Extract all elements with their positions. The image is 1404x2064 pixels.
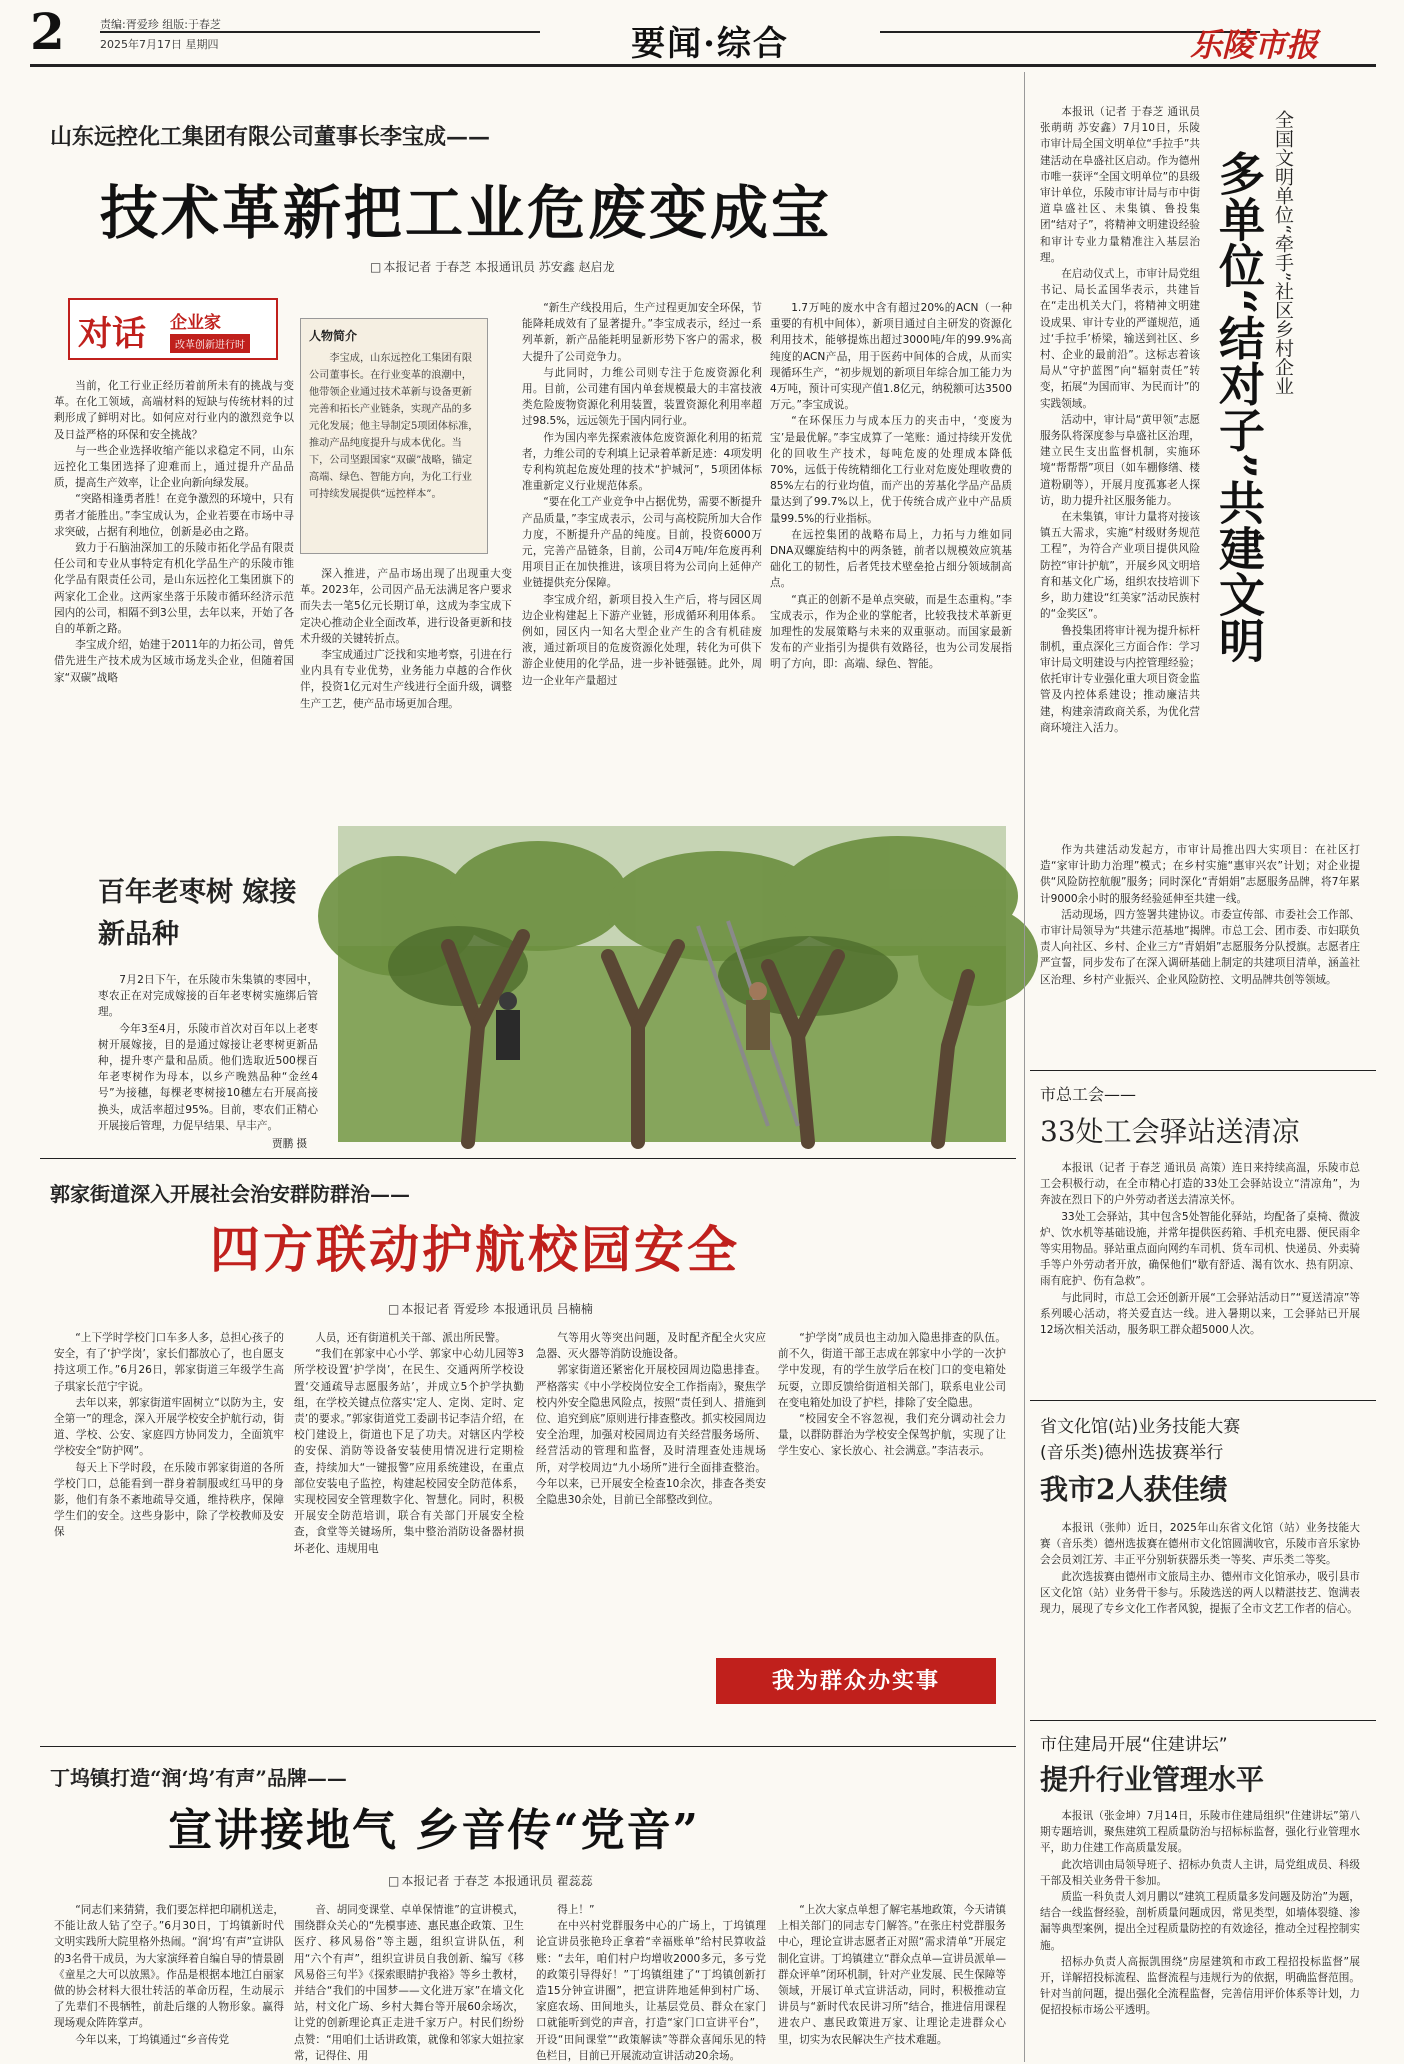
rural-column-1 (54, 1902, 284, 2052)
rural-byline: □ 本报记者 于春芝 本报通讯员 翟蕊蕊 (388, 1872, 593, 1889)
paragraph: 活动现场，四方签署共建协议。市委宣传部、市委社会工作部、市审计局领导为“共建示范基地”揭牌。市总工会、团市委、市妇联负责人向社区、乡村、企业三方“青娟娟”志愿服务分队授旗。志愿者庄严宣誓，同步发布了在深入调研基础上制定的共建项目清单，涵盖社区治理、乡村产业振兴、企业风险防控、文明品牌共创等领域。 (1040, 908, 1360, 986)
rural-column-4 (778, 1902, 1006, 2052)
paragraph: 与此同时，力维公司则专注于危废资源化利用。目前，公司建有国内单套规模最大的丰富技液类危险废物资源化利用装置，装置资源化利用率超过98.5%，远远领先于国内同行业。 (522, 366, 762, 428)
paragraph: 人员，还有街道机关干部、派出所民警。 (315, 1332, 506, 1344)
paragraph: 本报讯（张帅）近日，2025年山东省文化馆（站）业务技能大赛（音乐类）德州选拔赛在德州市文化馆圆满收官，乐陵市音乐家协会会员刘江芳、丰正平分别斩获器乐类一等奖、声乐类二等奖。 (1040, 1522, 1360, 1567)
paragraph: “突路相逢勇者胜！在竞争激烈的环境中，只有勇者才能胜出。”李宝成认为，企业若要在市场中寻求突破，占据有利地位，创新是必由之路。 (54, 493, 294, 538)
paragraph: “上下学时学校门口车多人多，总担心孩子的安全，有了‘护学岗’，家长们都放心了，也自愿支持这项工作。”6月26日，郭家街道三年级学生高子琪家长范宁宇说。 (54, 1332, 284, 1393)
paragraph: 此次培训由局领导班子、招标办负责人主讲，局党组成员、科级干部及相关业务骨干参加。 (1040, 1858, 1360, 1887)
paragraph: “真正的创新不是单点突破，而是生态重构。”李宝成表示，作为企业的掌舵者，比较我技术革新更加理性的发展策略与未来的双重驱动。而国家最新发布的产业指引为提供有效路径，也为公司发展指明了方向，即：高端、绿色、智能。 (770, 593, 1012, 671)
housing-title: 提升行业管理水平 (1040, 1763, 1265, 1796)
campus-byline: □ 本报记者 胥爱珍 本报通讯员 吕楠楠 (388, 1300, 593, 1317)
paragraph: 与一些企业选择收缩产能以求稳定不同，山东远控化工集团选择了迎难而上，通过提升产品品质，提高生产效率，让企业向新向绿发展。 (54, 444, 294, 490)
housing-kicker: 市住建局开展“住建讲坛” (1040, 1735, 1228, 1755)
paragraph: 鲁投集团将审计视为提升标杆制机，重点深化三方面合作：学习审计局文明建设与内控管理经验；依托审计专业强化重大项目资金监管及内控体系建设；推动廉洁共建，构建亲清政商关系，为优化营商环境注入活力。 (1040, 624, 1200, 734)
masthead-rule-left (100, 31, 540, 33)
union-rule (1030, 1070, 1376, 1071)
paragraph: 每天上下学时段，在乐陵市郭家街道的各所学校门口，总能看到一群身着制服或红马甲的身影，他们有条不紊地疏导交通，维持秩序，保障学生们的安全。这些身影中，除了学校教师及安保 (54, 1461, 284, 1539)
lead-column-4 (770, 300, 1012, 794)
pairing-bottom (1040, 842, 1360, 1054)
badge-sub: 企业家 (170, 313, 221, 333)
paragraph: 音、胡同变课堂、卓单保情谁”的宣讲模式，围绕群众关心的“先模事迹、惠民惠企政策、卫生医疗、移风易俗”等主题，组织宣讲队伍，利用“六个有声”，组织宣讲员自我创新、编写《移风易俗三句半》《探索眼睛护我裕》等乡土教材，并结合“我们的中国梦——文化进万家”在墙文化站，村文化广场、乡村大舞台等开展60余场次，让党的创新理论真正走进千家万户。村民们纷纷点赞：“用咱们土话讲政策，就像和邻家大姐拉家常，记得住、用 (294, 1904, 524, 2062)
campus-column-1 (54, 1330, 284, 1740)
paragraph: 李宝成介绍，始建于2011年的力拓公司，曾凭借先进生产技术成为区域市场龙头企业，但随着国家“双碳”战略 (54, 639, 294, 684)
paragraph: 今年3至4月，乐陵市首次对百年以上老枣树开展嫁接，目的是通过嫁接让老枣树更新品种，提升枣产量和品质。他们选取近500棵百年老枣树作为母本，以乡产晚熟品种“金丝4号”为接穗，每棵老枣树接10穗左右开展高接换头，成活率超过95%。目前，枣农们正精心开展接后管理，力促早结果、早丰产。 (98, 1022, 318, 1132)
right-column-divider (1024, 72, 1025, 2062)
paragraph: 深入推进，产品市场出现了出现重大变革。2023年，公司因产品无法满足客户要求而失去一笔5亿元长期订单，这成为李宝成下定决心推动企业全面改革，进行设备更新和技术升级的关键转折点。 (300, 568, 512, 645)
culture-title: 我市2人获佳绩 (1040, 1473, 1228, 1506)
paragraph: 李宝成通过广泛找和实地考察，引进在行业内具有专业优势，业务能力卓越的合作伙伴，投资1亿元对生产线进行全面升级，调整生产工艺，使产品市场更加合理。 (300, 649, 512, 710)
pairing-column (1040, 104, 1200, 836)
paragraph: 在未集镇，审计力量将对接该镇五大需求，实施“村级财务规范工程”，为符合产业项目提供风险防控“审计护航”，开展乡风文明培育和基文化广场，组织农技培训下乡，助力建设“红美家”活动民族村的“金奖区”。 (1040, 511, 1200, 621)
paragraph: 气等用火等突出问题，及时配齐配全火灾应急器、灭火器等消防设施设备。 (536, 1332, 766, 1361)
editor-credit: 责编:胥爱珍 组版:于春芝 (100, 18, 221, 31)
campus-title: 四方联动护航校园安全 (210, 1220, 740, 1279)
paragraph: 在中兴村党群服务中心的广场上，丁坞镇理论宣讲员张艳玲正拿着“幸福账单”给村民算收益账：“去年，咱们村户均增收2000多元，多亏党的政策引导得好！”丁坞镇组建了“丁坞镇创新打造15分钟宣讲圈”，把宣讲阵地延伸到村广场、家庭农场、田间地头，让基层党员、群众在家门口就能听到党的声音，打造“家门口宣讲平台”，开设“田间课堂”“政策解读”等群众喜闻乐见的特色栏目，目前已开展流动宣讲活动20余场。 (536, 1920, 766, 2062)
dialogue-badge (68, 298, 278, 360)
paragraph: “校园安全不容忽视，我们充分调动社会力量，以群防群治为学校安全保驾护航，实现了让学生安心、家长放心、社会满意。”李洁表示。 (778, 1413, 1006, 1458)
profile-title: 人物简介 (309, 329, 358, 343)
campus-kicker: 郭家街道深入开展社会治安群防群治—— (50, 1182, 410, 1206)
paragraph: “要在化工产业竞争中占据优势，需要不断提升产品质量，”李宝成表示，公司与高校院所加大合作力度，不断提升产品的纯度。目前，投资6000万元，完善产品链条，目前，公司4万吨/年危废再利用项目正在加快推进，该项目将为公司向上延伸产业链提供充分保障。 (522, 496, 762, 590)
profile-text: 李宝成，山东远控化工集团有限公司董事长。在行业变革的浪潮中，他带领企业通过技术革新与设备更新完善和拓长产业链条，实现产品的多元化发展；他主导制定5项团体标准，推动产品纯度提升与成本优化。当下，公司坚跟国家“双碳”战略，锚定高端、绿色、智能方向，为化工行业可持续发展提供“远控样本”。 (309, 353, 479, 500)
paragraph: “护学岗”成员也主动加入隐患排查的队伍。前不久，街道干部王志成在郭家中小学的一次护学中发现，有的学生放学后在校门口的变电箱处玩耍，立即反馈给街道相关部门，联系电业公司在变电箱处加设了护栏，排除了安全隐患。 (778, 1332, 1006, 1409)
badge-main: 对话 (78, 314, 146, 354)
paragraph: 今年以来，丁坞镇通过“乡音传党 (75, 2033, 229, 2046)
jujube-caption (98, 972, 318, 1132)
rural-title: 宣讲接地气 乡音传“党音” (168, 1805, 700, 1856)
paragraph: 招标办负责人高振凯围绕“房屋建筑和市政工程招投标监督”展开，详解招投标流程、监督流程与违规行为的依据，明确监督范围。针对当前问题，提出强化全流程监督，完善信用评价体系等计划，力促招投标市场公平透明。 (1040, 1955, 1360, 2017)
paragraph: “同志们来猜猜，我们要怎样把印刷机送走，不能让敌人钻了空子。”6月30日，丁坞镇新时代文明实践所大院里格外热闹。“润‘坞’有声”宣讲队的3名骨干成员，为大家演绎着自编自导的情景剧《童星之大可以放黑》。作品是根据本地江白丽家做的协会材料大很壮转活的革命历程，生动展示了先辈们不畏牺牲，前赴后继的人物形象。赢得现场观众阵阵掌声。 (54, 1904, 284, 2030)
issue-date: 2025年7月17日 星期四 (100, 38, 219, 51)
campus-column-2 (294, 1330, 524, 1740)
section-title: 要闻·综合 (631, 24, 789, 64)
paragraph: 作为国内率先探索液体危废资源化利用的拓荒者，力维公司的专利填上记录着革新足迹：4项发明专利构筑起危废处理的技术“护城河”，5项团体标准重新定义行业规范体系。 (522, 431, 762, 493)
paragraph: 本报讯（记者 于春芝 通讯员 高策）连日来持续高温，乐陵市总工会积极行动，在全市精心打造的33处工会驿站设立“清凉角”，为奔波在烈日下的户外劳动者送去清凉关怀。 (1040, 1162, 1360, 1207)
profile-box (300, 318, 488, 554)
lead-kicker: 山东远控化工集团有限公司董事长李宝成—— (50, 124, 491, 150)
paragraph: 1.7万吨的废水中含有超过20%的ACN（一种重要的有机中间体），新项目通过自主研发的资源化利用技术，能够提炼出超过3000吨/年的99.9%高纯度的ACN产品，用于医药中间体的合成，从而实现循环生产，“初步规划的新项目年综合加工能力为4万吨，预计可实现产值1.8亿元，纳税额可达3500万元。”李宝成说。 (770, 302, 1012, 412)
paragraph: 33处工会驿站，其中包含5处智能化驿站，均配备了桌椅、微波炉、饮水机等基础设施，并常年提供医药箱、手机充电器、便民雨伞等实用物品。驿站重点面向网约车司机、货车司机、快递员、外卖骑手等户外劳动者开放，确保他们“歇有舒适、渴有饮水、热有阴凉、雨有庇护、伤有急救”。 (1040, 1210, 1360, 1288)
pairing-side-kicker: 全国文明单位“牵手”社区乡村企业 (1272, 110, 1294, 396)
paragraph: “上次大家点单想了解宅基地政策，今天请镇上相关部门的同志专门解答。”在张庄村党群服务中心，理论宣讲志愿者正对照“需求清单”开展定制化宣讲。丁坞镇建立“群众点单—宣讲员派单—群众评单”闭环机制，针对产业发展、民生保障等领域，开展订单式宣讲活动，同时，积极推动宣讲员与“新时代农民讲习所”结合，推进信用课程进农户、惠民政策进万家、让理论走进群众心里，切实为农民解决生产技术难题。 (778, 1904, 1006, 2046)
paragraph: “我们在郭家中心小学、郭家中心幼儿园等3所学校设置‘护学岗’，在民生、交通两所学校设置‘交通疏导志愿服务站’，并成立5个护学执勤组，在学校关键点位落实‘定人、定岗、定时、定责’的要求。”郭家街道党工委副书记李洁介绍，在校门建设上，街道也下足了功夫。对辖区内学校的安保、消防等设备安装使用情况进行定期检查，持续加大“一键报警”应用系统建设，在重点部位安装电子监控，构建起校园安全防范体系，实现校园安全管理数字化、智慧化。同时，积极开展安全防范培训，联合有关部门开展安全检查，食堂等关键场所，集中整治消防设备器材损坏老化、违规用电 (294, 1348, 524, 1555)
badge-tag: 改革创新进行时 (170, 334, 250, 353)
paragraph: “在环保压力与成本压力的夹击中，‘变废为宝’是最优解。”李宝成算了一笔账：通过持续开发优化的回收生产技术，每吨危废的处理成本降低70%，远低于传统精细化工行业对危废处理收费的85%左右的行业均值，而产出的芳基化学品产品质量达到了99.7%以上，优于传统合成产业中产品质量99.5%的行业指标。 (770, 415, 1012, 525)
pairing-title: 多单位“结对子”共建文明 (1212, 150, 1266, 663)
paragraph: 当前，化工行业正经历着前所未有的挑战与变革。在化工领域，高端材料的短缺与传统材料的过剩形成了鲜明对比。如何应对行业内的激烈竞争以及日益严格的环保和安全挑战？ (54, 380, 294, 441)
paper-logo: 乐陵市报 (1190, 26, 1319, 64)
campus-column-4 (778, 1330, 1006, 1648)
jujube-photo (338, 826, 1006, 1142)
campus-banner: 我为群众办实事 (716, 1658, 996, 1704)
culture-kicker-2: (音乐类)德州选拔赛举行 (1040, 1443, 1224, 1463)
paragraph: 此次选拔赛由德州市文旅局主办、德州市文化馆承办，吸引县市区文化馆（站）业务骨干参与。乐陵选送的两人以精湛技艺、饱满表现力，展现了专乡文化工作者风貌，提振了全市文艺工作者的信心。 (1040, 1570, 1360, 1616)
lead-column-1 (54, 378, 294, 794)
culture-body (1040, 1520, 1360, 1708)
rural-column-2 (294, 1902, 524, 2062)
paragraph: 质监一科负责人刘月鹏以“建筑工程质量多发问题及防治”为题，结合一线监督经验，剖析质量问题成因，常见类型，如墙体裂缝、渗漏等典型案例，提出全过程质量防控的有效途径，推动全过程控制实施。 (1040, 1891, 1360, 1952)
paragraph: 致力于石脑油深加工的乐陵市拓化学品有限责任公司和专业从事特定有机化学品生产的乐陵市锥化学品有限责任公司，是山东远控化工集团旗下的两家化工企业。这两家坐落于乐陵市循环经济示范园内的公司，相隔不到3公里，去年以来，开始了各自的革新之路。 (54, 542, 294, 636)
paragraph: 郭家街道还紧密化开展校园周边隐患排查。严格落实《中小学校岗位安全工作指南》，聚焦学校内外安全隐患风险点，按照“责任到人、措施到位、追究到底”原则进行排查整改。抓实校园周边安全治理，加强对校园周边有关经营服务场所、经营活动的管理和监督，及时清理查处违规场所，对学校周边“九小场所”进行全面排查整治。今年以来，已开展安全检查10余次，排查各类安全隐患30余处，目前已全部整改到位。 (536, 1364, 766, 1507)
lead-byline: □ 本报记者 于春芝 本报通讯员 苏安鑫 赵启龙 (370, 258, 615, 275)
paragraph: 7月2日下午，在乐陵市朱集镇的枣园中，枣农正在对完成嫁接的百年老枣树实施绑后管理。 (98, 974, 318, 1019)
jujube-credit: 贾鹏 摄 (272, 1138, 308, 1150)
paragraph: 在远控集团的战略布局上，力拓与力维如同DNA双螺旋结构中的两条链，前者以规模效应筑基础化工的韧性，后者凭技术壁垒抢占细分领域制高点。 (770, 528, 1012, 590)
lead-title: 技术革新把工业危废变成宝 (100, 179, 833, 247)
union-kicker: 市总工会—— (1040, 1085, 1137, 1104)
housing-body (1040, 1808, 1360, 2048)
paragraph: 本报讯（张金坤）7月14日，乐陵市住建局组织“住建讲坛”第八期专题培训，聚焦建筑工程质量防治与招标标监督，强化行业管理水平，助力住建工作高质量发展。 (1040, 1810, 1360, 1855)
paragraph: 与此同时，市总工会还创新开展“工会驿站活动日”“夏送清凉”等系列暖心活动，将关爱直达一线。进入暑期以来，工会驿站已开展12场次相关活动，服务职工群众超5000人次。 (1040, 1291, 1360, 1337)
rural-column-3 (536, 1902, 766, 2062)
housing-rule (1030, 1720, 1376, 1721)
jujube-title: 百年老枣树 嫁接新品种 (98, 877, 297, 950)
paragraph: “新生产线投用后，生产过程更加安全环保，节能降耗成效有了显著提升。”李宝成表示，经过一系列革新，新产品能耗明显新形势下客户的需求，极大提升了公司竞争力。 (522, 302, 762, 363)
paragraph: 作为共建活动发起方，市审计局推出四大实项目：在社区打造“家审计助力治理”模式；在乡村实施“惠审兴农”计划；对企业提供“风险防控航舰”服务；同时深化“青娟娟”志愿服务品牌，将7年累计9000余小时的服务经验延伸至共建一线。 (1040, 844, 1360, 905)
page-number: 2 (30, 2, 65, 61)
culture-kicker-1: 省文化馆(站)业务技能大赛 (1040, 1417, 1241, 1437)
campus-rule (40, 1158, 1016, 1159)
union-body (1040, 1160, 1360, 1384)
lead-column-2 (300, 566, 512, 794)
rural-kicker: 丁坞镇打造“润‘坞’有声”品牌—— (50, 1766, 347, 1790)
paragraph: 去年以来，郭家街道牢固树立“以防为主，安全第一”的理念，深入开展学校安全护航行动，街道、学校、公安、家庭四方协同发力，全面筑牢学校安全“防护网”。 (54, 1396, 284, 1458)
rural-rule (40, 1746, 1016, 1747)
paragraph: 本报讯（记者 于春芝 通讯员 张萌萌 苏安鑫）7月10日，乐陵市审计局全国文明单位“手拉手”共建活动在阜盛社区启动。作为德州市唯一获评“全国文明单位”的县级审计单位，乐陵市审计局与市中街道阜盛社区、未集镇、鲁投集团“结对子”，将精神文明建设经验和审计专业力量精准注入基层治理。 (1040, 106, 1200, 264)
paragraph: 李宝成介绍，新项目投入生产后，将与园区周边企业构建起上下游产业链，形成循环利用体系。例如，园区内一知名大型企业产生的含有机硅废液，通过新项目的危废资源化处理，转化为可供下游企业使用的化学品，进一步补链强链。此外，周边一企业年产量超过 (522, 593, 762, 687)
union-title: 33处工会驿站送清凉 (1040, 1115, 1300, 1148)
paragraph: 得上！” (557, 1904, 595, 1916)
paragraph: 在启动仪式上，市审计局党组书记、局长孟国华表示，共建旨在“走出机关大门，将精神文明建设成果、审计专业的严谨规范，通过‘手拉手’桥梁，输送到社区、乡村、企业的最前沿”。这标志着该局从“守护蓝图”向“辐射责任”转变，拓展“为国而审、为民而计”的实践领域。 (1040, 268, 1200, 410)
paragraph: 活动中，审计局“黄甲领”志愿服务队将深度参与阜盛社区治理，建立民生支出监督机制，实施环境“帮帮帮”项目（如车棚修缮、楼道粉刷等），开展月度孤寡老人探访，助力提升社区服务能力。 (1040, 413, 1200, 507)
lead-column-3 (522, 300, 762, 794)
culture-rule (1030, 1400, 1376, 1401)
masthead-bottom-rule (30, 64, 1376, 67)
